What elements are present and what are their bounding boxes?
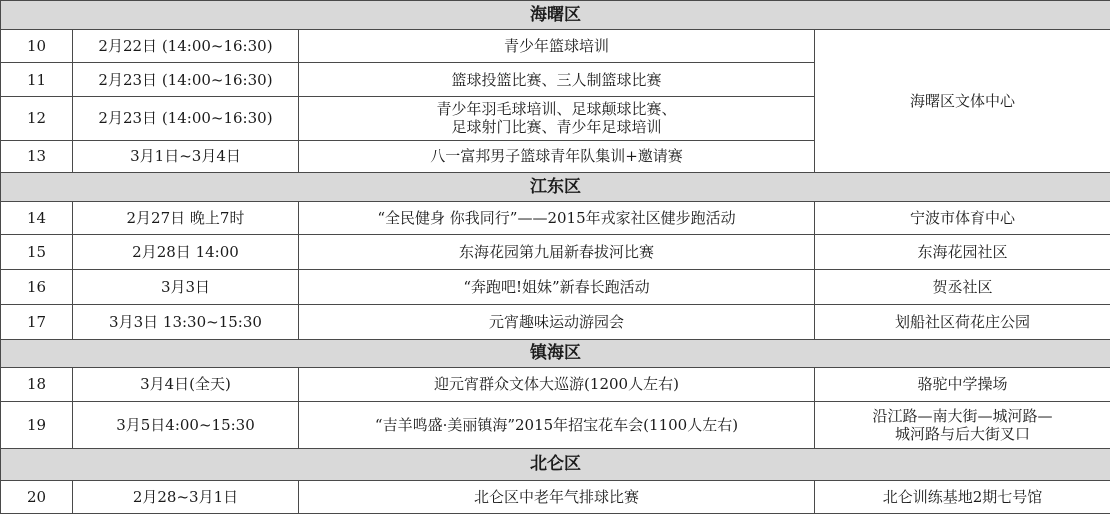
event-name: 八一富邦男子篮球青年队集训+邀请赛	[299, 140, 815, 173]
row-number: 17	[1, 304, 73, 339]
table-row	[1, 481, 1110, 514]
event-venue: 骆驼中学操场	[815, 368, 1110, 402]
row-number: 16	[1, 270, 73, 305]
row-number: 15	[1, 235, 73, 270]
row-number: 20	[1, 481, 73, 514]
district-header-row	[1, 448, 1110, 481]
event-date: 2月23日 (14:00~16:30)	[73, 63, 299, 97]
event-name: “奔跑吧!姐妹”新春长跑活动	[299, 270, 815, 305]
event-date: 3月5日4:00~15:30	[73, 401, 299, 448]
table-row	[1, 29, 1110, 63]
table-row	[1, 401, 1110, 448]
event-name: 青少年篮球培训	[299, 29, 815, 63]
event-venue: 划船社区荷花庄公园	[815, 304, 1110, 339]
row-number: 14	[1, 201, 73, 235]
district-name: 江东区	[1, 173, 1110, 202]
table-row	[1, 201, 1110, 235]
row-number: 19	[1, 401, 73, 448]
event-name: 篮球投篮比赛、三人制篮球比赛	[299, 63, 815, 97]
district-name: 海曙区	[1, 1, 1110, 30]
event-name: “全民健身 你我同行”——2015年戎家社区健步跑活动	[299, 201, 815, 235]
event-date: 2月27日 晚上7时	[73, 201, 299, 235]
row-number: 10	[1, 29, 73, 63]
table-row	[1, 235, 1110, 270]
event-venue	[815, 401, 1110, 448]
district-header-row	[1, 173, 1110, 202]
event-venue: 宁波市体育中心	[815, 201, 1110, 235]
event-venue-line: 沿江路—南大街—城河路—	[872, 406, 1053, 425]
event-date: 3月4日(全天)	[73, 368, 299, 402]
event-date: 3月3日 13:30~15:30	[73, 304, 299, 339]
event-name: 迎元宵群众文体大巡游(1200人左右)	[299, 368, 815, 402]
event-date: 2月23日 (14:00~16:30)	[73, 96, 299, 140]
district-name: 北仑区	[1, 448, 1110, 481]
row-number: 11	[1, 63, 73, 97]
event-name	[299, 96, 815, 140]
row-number: 12	[1, 96, 73, 140]
table-row	[1, 304, 1110, 339]
event-name-line: 足球射门比赛、青少年足球培训	[451, 118, 662, 137]
event-name: 北仑区中老年气排球比赛	[299, 481, 815, 514]
event-date: 2月28~3月1日	[73, 481, 299, 514]
event-date: 2月28日 14:00	[73, 235, 299, 270]
event-name: 东海花园第九届新春拔河比赛	[299, 235, 815, 270]
row-number: 13	[1, 140, 73, 173]
table-row	[1, 368, 1110, 402]
row-number: 18	[1, 368, 73, 402]
event-name: 元宵趣味运动游园会	[299, 304, 815, 339]
district-name: 镇海区	[1, 339, 1110, 368]
event-venue-line: 城河路与后大街叉口	[894, 424, 1030, 443]
event-date: 2月22日 (14:00~16:30)	[73, 29, 299, 63]
event-name-line: 青少年羽毛球培训、足球颠球比赛、	[436, 100, 677, 119]
district-header-row	[1, 339, 1110, 368]
event-venue: 北仑训练基地2期七号馆	[815, 481, 1110, 514]
table-row	[1, 270, 1110, 305]
event-venue: 东海花园社区	[815, 235, 1110, 270]
event-date: 3月3日	[73, 270, 299, 305]
event-venue: 贺丞社区	[815, 270, 1110, 305]
event-date: 3月1日~3月4日	[73, 140, 299, 173]
event-name: “吉羊鸣盛·美丽镇海”2015年招宝花车会(1100人左右)	[299, 401, 815, 448]
district-header-row	[1, 1, 1110, 30]
event-venue: 海曙区文体中心	[815, 29, 1110, 173]
